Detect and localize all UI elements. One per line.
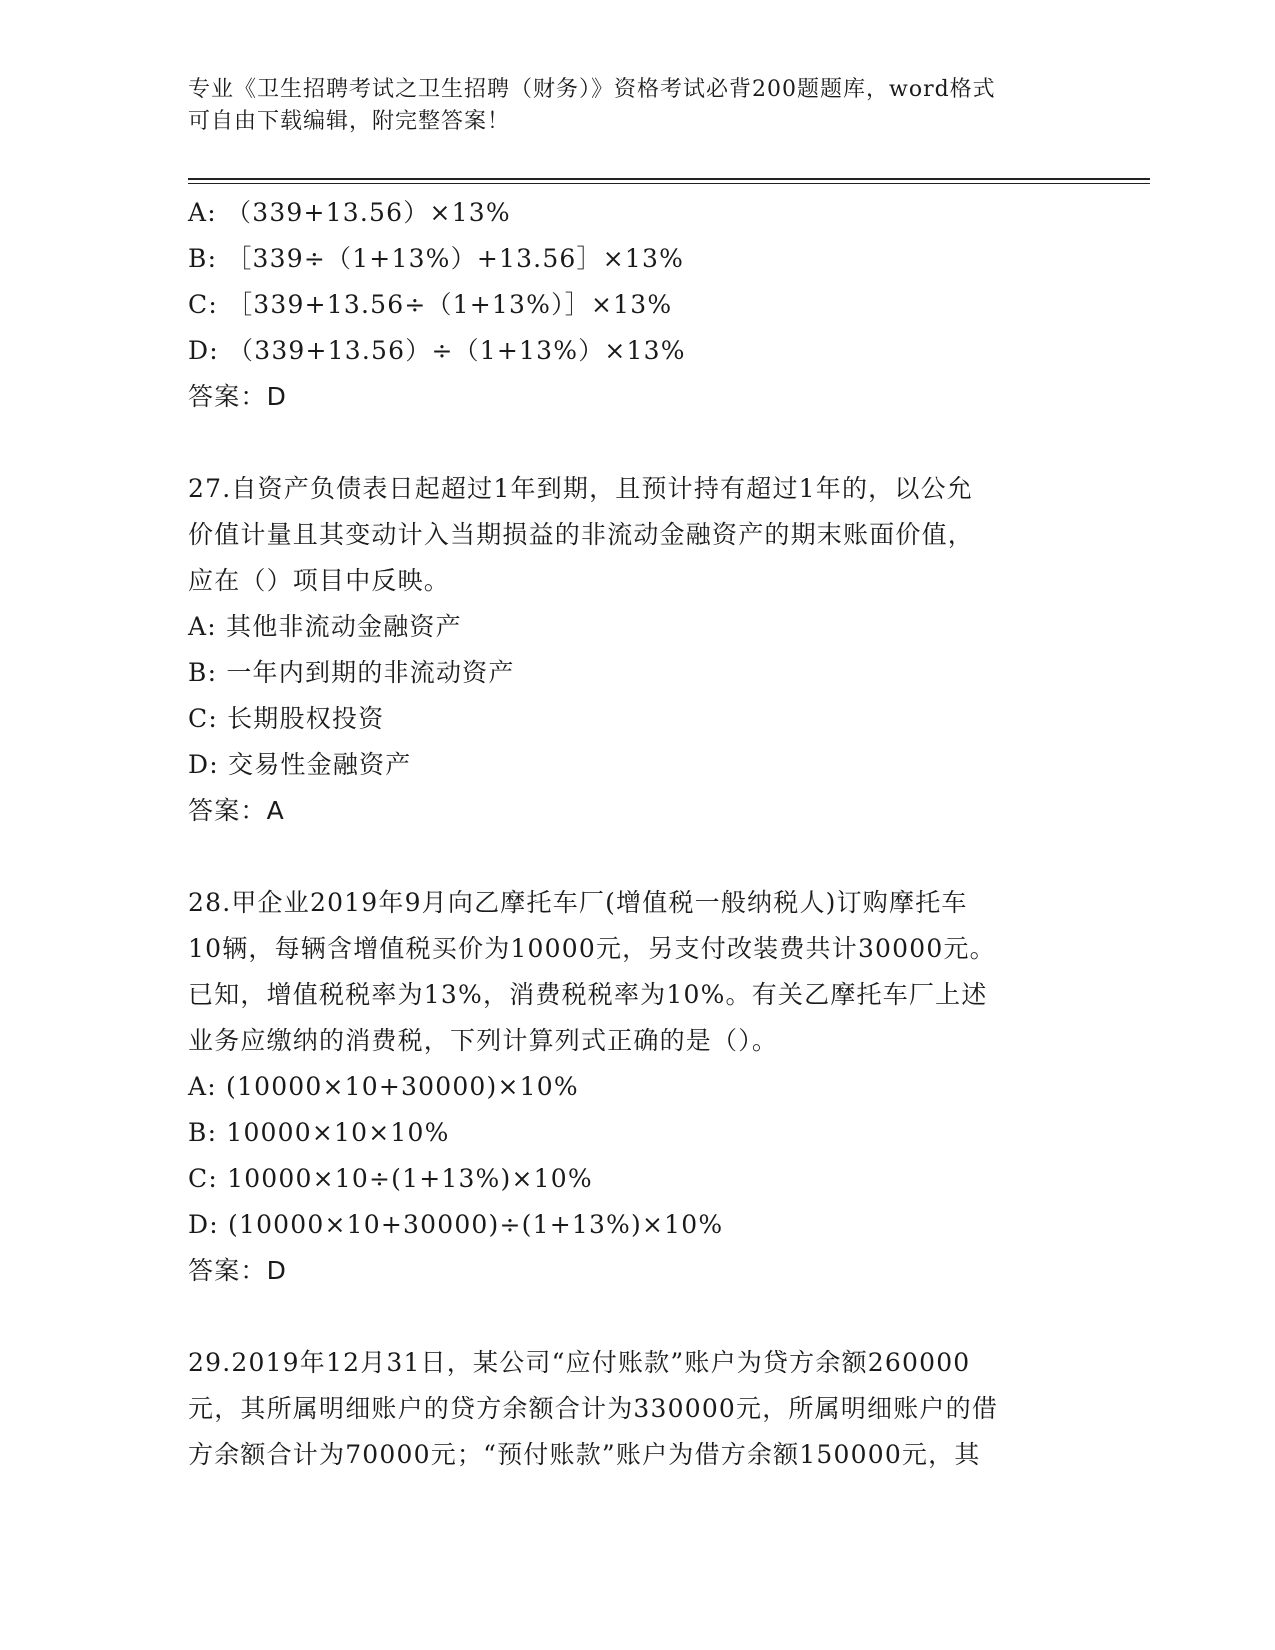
- question-stem-line: 价值计量且其变动计入当期损益的非流动金融资产的期末账面价值，: [188, 520, 975, 549]
- header-rule-thin: [188, 183, 1150, 184]
- question-stem-line: 10辆，每辆含增值税买价为10000元，另支付改装费共计30000元。: [188, 934, 996, 963]
- question-stem-line: 已知，增值税税率为13%，消费税税率为10%。有关乙摩托车厂上述: [188, 980, 988, 1009]
- option-b: B: 10000×10×10%: [188, 1118, 450, 1147]
- header-line-1: 专业《卫生招聘考试之卫生招聘（财务）》资格考试必背200题题库，word格式: [188, 77, 996, 102]
- option-a: A: （339+13.56）×13%: [188, 198, 511, 227]
- document-header: [188, 74, 1088, 138]
- option-a: A: 其他非流动金融资产: [188, 612, 462, 641]
- question-28: [188, 880, 1088, 1294]
- header-rule-thick: [188, 178, 1150, 180]
- option-c: C: 10000×10÷(1+13%)×10%: [188, 1164, 593, 1193]
- spacer: [188, 420, 1088, 466]
- question-stem-line: 27.自资产负债表日起超过1年到期，且预计持有超过1年的，以公允: [188, 474, 973, 503]
- option-d: D: （339+13.56）÷（1+13%）×13%: [188, 336, 686, 365]
- question-26: [188, 190, 1088, 420]
- spacer: [188, 834, 1088, 880]
- answer: 答案：D: [188, 1256, 288, 1285]
- header-line-2: 可自由下载编辑，附完整答案！: [188, 109, 511, 134]
- question-stem-line: 元，其所属明细账户的贷方余额合计为330000元，所属明细账户的借: [188, 1394, 999, 1423]
- question-stem-line: 29.2019年12月31日，某公司“应付账款”账户为贷方余额260000: [188, 1348, 971, 1377]
- option-c: C: ［339+13.56÷（1+13%）］×13%: [188, 290, 673, 319]
- option-d: D: (10000×10+30000)÷(1+13%)×10%: [188, 1210, 724, 1239]
- answer: 答案：D: [188, 382, 288, 411]
- answer: 答案：A: [188, 796, 285, 825]
- option-c: C: 长期股权投资: [188, 704, 385, 733]
- question-content: [188, 190, 1088, 1478]
- option-b: B: 一年内到期的非流动资产: [188, 658, 515, 687]
- question-stem-line: 业务应缴纳的消费税，下列计算列式正确的是（）。: [188, 1026, 779, 1055]
- question-stem-line: 方余额合计为70000元；“预付账款”账户为借方余额150000元，其: [188, 1440, 981, 1469]
- question-stem-line: 28.甲企业2019年9月向乙摩托车厂(增值税一般纳税人)订购摩托车: [188, 888, 968, 917]
- question-29: [188, 1340, 1088, 1478]
- spacer: [188, 1294, 1088, 1340]
- option-d: D: 交易性金融资产: [188, 750, 412, 779]
- question-stem-line: 应在（）项目中反映。: [188, 566, 451, 595]
- option-a: A: (10000×10+30000)×10%: [188, 1072, 579, 1101]
- option-b: B: ［339÷（1+13%）+13.56］×13%: [188, 244, 685, 273]
- question-27: [188, 466, 1088, 834]
